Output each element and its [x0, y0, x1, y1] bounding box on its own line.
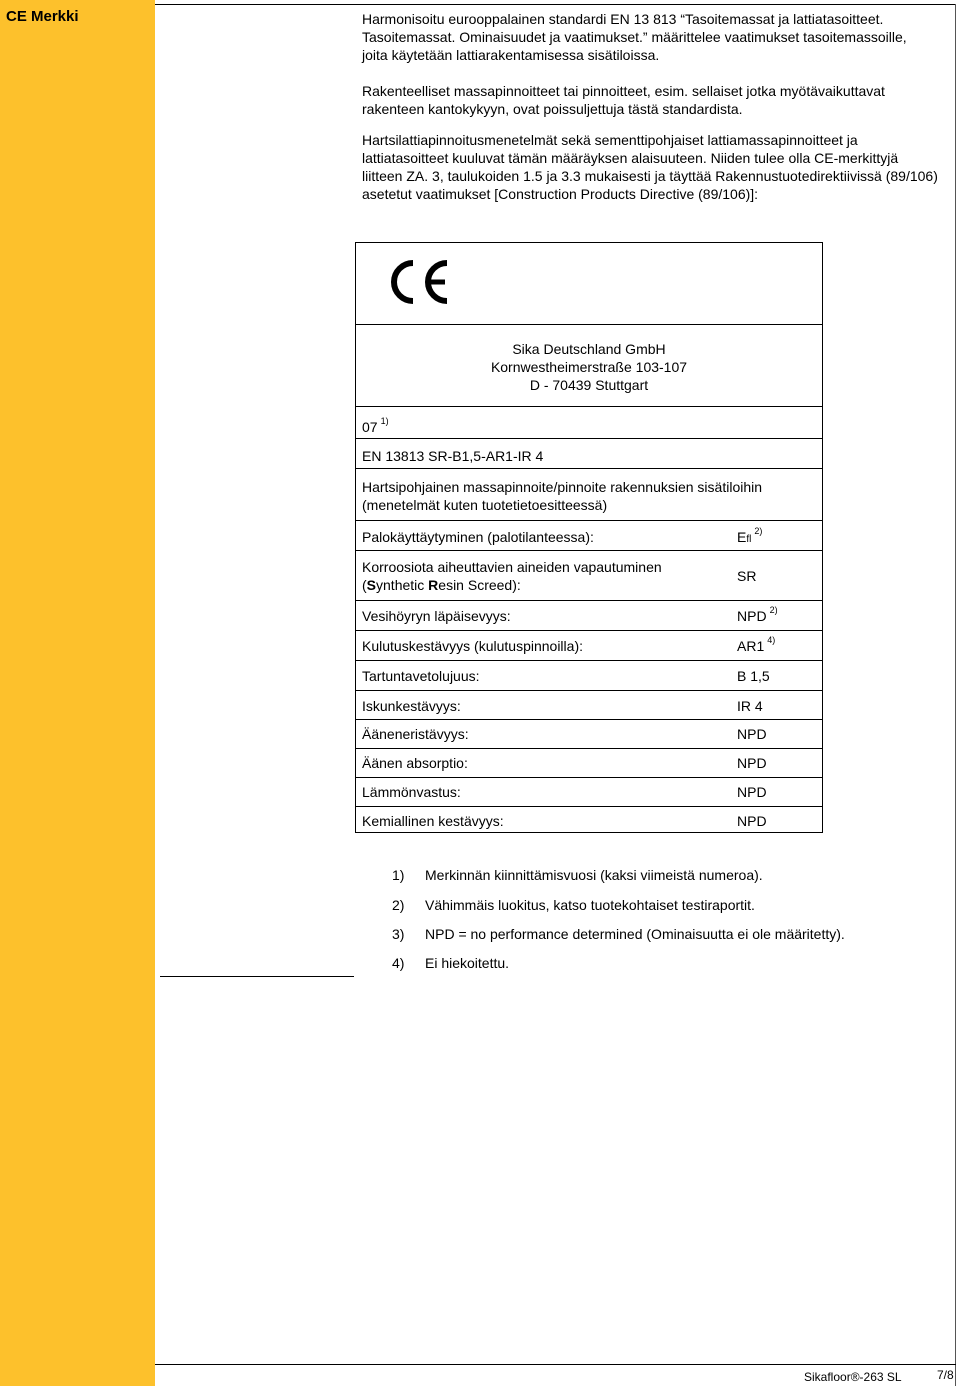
year-row [356, 406, 822, 439]
property-row [356, 719, 822, 749]
top-rule [155, 4, 956, 5]
ce-mark-icon [383, 257, 453, 307]
property-value: SR [737, 568, 757, 584]
year-value: 07 $^{1)}$ [362, 416, 389, 435]
property-label: Vesihöyryn läpäisevyys: [362, 608, 511, 624]
standard-row [356, 438, 822, 469]
property-label: Tartuntavetolujuus: [362, 668, 480, 684]
footer-product-name: Sikafloor®-263 SL [804, 1370, 902, 1384]
description-row [356, 468, 822, 521]
property-row [356, 630, 822, 661]
property-label: Äänen absorptio: [362, 755, 468, 771]
right-rule [955, 4, 956, 1386]
intro-paragraph: Harmonisoitu eurooppalainen standardi EN 13 813 “Tasoitemassat ja lattiatasoitteet. Tasoitemassat. Ominaisuudet ja vaatimukset.” määrittelee vaatimukset tasoitemassoille, joita käytetään lattiarakentamisessa sisätiloissa. [362, 11, 907, 63]
sidebar-band [0, 0, 155, 1386]
property-label: Palokäyttäytyminen (palotilanteessa): [362, 529, 594, 545]
property-value: AR1 $^{4)}$ [737, 635, 776, 654]
property-label: Kulutuskestävyys (kulutuspinnoilla): [362, 638, 583, 654]
company-street: Kornwestheimerstraße 103-107 [490, 359, 688, 375]
exclusion-paragraph: Rakenteelliset massapinnoitteet tai pinnoitteet, esim. sellaiset jotka myötävaikuttavat rakenteen kantokykyyn, ovat poissuljettuja tästä standardista. [362, 83, 885, 117]
ce-mark-cell [356, 243, 822, 325]
page-number: 7/8 [937, 1368, 954, 1382]
footnote-separator [160, 976, 354, 977]
property-row [356, 806, 822, 833]
property-row [356, 748, 822, 778]
footer-rule [155, 1364, 956, 1365]
manufacturer-address [356, 340, 822, 394]
company-name: Sika Deutschland GmbH [512, 341, 666, 357]
property-row [356, 550, 822, 601]
property-label: Ääneneristävyys: [362, 726, 469, 742]
property-value: NPD [737, 726, 767, 742]
property-value: NPD [737, 755, 767, 771]
property-row [356, 777, 822, 807]
product-description: Hartsipohjainen massapinnoite/pinnoite rakennuksien sisätiloihin (menetelmät kuten tuotetietoesitteessä) [362, 479, 763, 513]
property-value: $E_{fl}^{2)}$ [737, 526, 763, 545]
property-label: Korroosiota aiheuttavien aineiden vapautuminen (Synthetic Resin Screed): [362, 559, 662, 593]
section-title: CE Merkki [6, 8, 79, 25]
property-value: NPD [737, 813, 767, 829]
property-value: B 1,5 [737, 668, 770, 684]
property-value: NPD $^{2)}$ [737, 605, 778, 624]
ce-label-box [355, 242, 823, 833]
standard-code: EN 13813 SR-B1,5-AR1-IR 4 [362, 448, 544, 464]
company-city: D - 70439 Stuttgart [529, 377, 649, 393]
property-row [356, 600, 822, 631]
property-value: NPD [737, 784, 767, 800]
property-label: Iskunkestävyys: [362, 698, 461, 714]
requirements-paragraph: Hartsilattiapinnoitusmenetelmät sekä sementtipohjaiset lattiamassapinnoitteet ja lattiatasoitteet kuuluvat tämän määräyksen alaisuuteen. Niiden tulee olla CE-merkittyjä liitteen ZA. 3, taulukoiden 1.5 ja 3.3 mukaisesti ja täyttää Rakennustuotedirektiivissä (89/106) asetetut vaatimukset [Construction Products Directive (89/106)]: [362, 132, 938, 202]
property-label: Kemiallinen kestävyys: [362, 813, 504, 829]
property-row [356, 520, 822, 551]
property-row [356, 660, 822, 691]
property-row [356, 690, 822, 720]
property-label: Lämmönvastus: [362, 784, 461, 800]
property-value: IR 4 [737, 698, 763, 714]
